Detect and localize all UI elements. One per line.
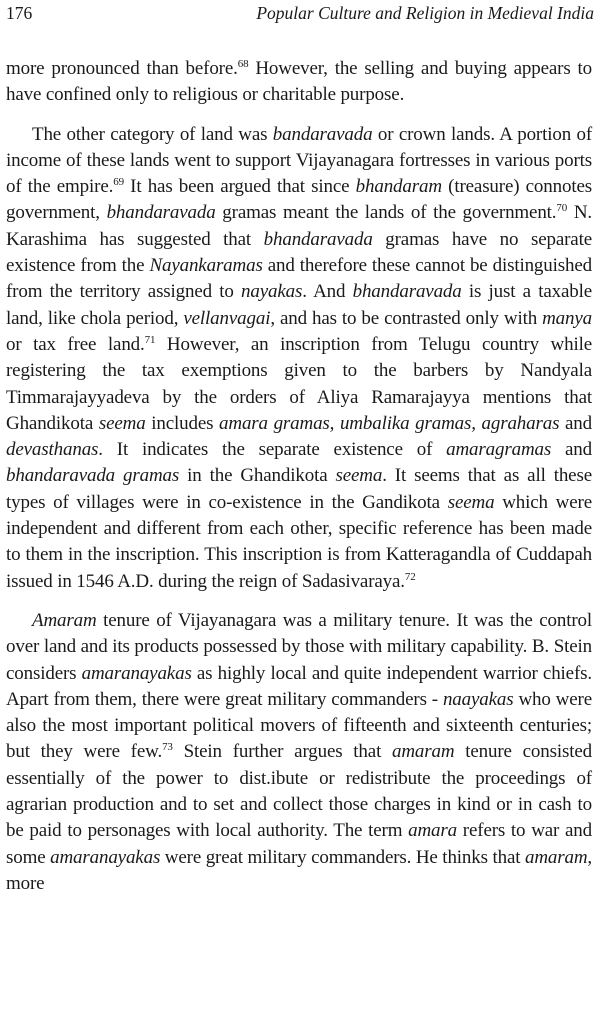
footnote-ref: 68: [237, 58, 249, 70]
text-run: , more: [6, 846, 593, 894]
text-run: in the Ghandikota: [179, 465, 336, 487]
page-number: 176: [6, 3, 33, 23]
text-run: It has been argued that since: [123, 176, 356, 198]
italic-term: seema: [98, 412, 146, 434]
text-run: gramas have no separate existence from the: [6, 228, 592, 277]
text-run: and: [551, 439, 592, 461]
italic-term: devasthanas: [6, 439, 99, 461]
running-title: Popular Culture and Religion in Medieval India: [256, 3, 594, 23]
italic-term: amara: [408, 820, 458, 842]
italic-term: seema: [335, 465, 383, 487]
page-header: [6, 0, 594, 30]
footnote-ref: 73: [162, 741, 173, 754]
italic-term: vellanvagai: [183, 307, 271, 329]
italic-term: amaram: [392, 741, 455, 763]
italic-term: amaranayakas: [81, 662, 192, 684]
text-run: . It seems that as all these types of villages were in co-existence in the Gandikota: [6, 465, 592, 513]
italic-term: amaram: [524, 846, 588, 868]
italic-term: amara gramas, umbalika gramas, agraharas: [219, 412, 560, 434]
italic-term: amaragramas: [446, 439, 552, 461]
body-text: [6, 56, 592, 897]
footnote-ref: 71: [144, 333, 156, 346]
text-run: as highly local and quite independent warrior chiefs. Apart from them, there were great military commanders -: [6, 662, 592, 710]
text-run: . And: [302, 281, 353, 303]
italic-term: Amaram: [32, 609, 97, 631]
text-run: Stein further argues that: [172, 741, 393, 763]
text-run: who were also the most important political movers of fifteenth and sixteenth centuries; but they were few.: [6, 688, 593, 763]
text-run: However, an inscription from Telugu country while registering the tax exemptions given to the barbers by Nandyala Timmarajayyadeva by the orders of Aliya Ramarajayya mentions that Ghandikota: [6, 333, 592, 434]
text-run: were great military commanders. He thinks that: [160, 846, 525, 868]
italic-term: naayakas: [442, 688, 514, 710]
text-run: gramas meant the lands of the government.: [215, 202, 557, 224]
text-run: or tax free land.: [6, 333, 145, 355]
text-run: The other category of land was: [32, 123, 273, 145]
text-run: However, the selling and buying appears to have confined only to religious or charitable purpose.: [6, 58, 593, 106]
text-run: (treasure) connotes government,: [6, 176, 592, 224]
text-run: includes: [145, 412, 220, 434]
paragraph-continued: [6, 56, 592, 109]
italic-term: bhandaravada: [263, 228, 373, 250]
text-run: tenure consisted essentially of the power to dist.ibute or redistribute the proceedings of agrarian production and to set and collect those charges in kind or in cash to be paid to personages with local authority. The term: [6, 741, 593, 842]
paragraph-bandaravada: [6, 122, 592, 595]
text-run: more pronounced than before.: [6, 58, 238, 79]
italic-term: amaranayakas: [50, 846, 161, 868]
text-run: or crown lands. A portion of income of these lands went to support Vijayanagara fortresses in various ports of the empire.: [6, 123, 593, 198]
text-run: refers to war and some: [6, 820, 592, 868]
italic-term: manya: [542, 307, 593, 329]
italic-term: bhandaravada: [352, 281, 462, 303]
footnote-ref: 69: [113, 176, 124, 189]
italic-term: seema: [447, 491, 495, 513]
footnote-ref: 72: [404, 570, 416, 583]
text-run: which were independent and different from each other, specific reference has been made to them in the inscription. This inscription is from Katteragandla of Cuddapah issued in 1546 A.D. during the reign of Sadasivaraya.: [6, 491, 592, 592]
text-run: and therefore these cannot be distinguished from the territory assigned to: [6, 255, 592, 303]
footnote-ref: 70: [556, 202, 568, 215]
text-run: , and has to be contrasted only with: [270, 307, 543, 329]
text-run: is just a taxable land, like chola period,: [6, 281, 593, 329]
text-run: tenure of Vijayanagara was a military tenure. It was the control over land and its products possessed by those with military capability. B. Stein considers: [6, 609, 592, 684]
text-run: N. Karashima has suggested that: [6, 202, 592, 250]
italic-term: bhandaram: [355, 176, 442, 198]
italic-term: bhandaravada gramas: [6, 465, 180, 487]
paragraph-amaram: [6, 608, 592, 897]
italic-term: bandaravada: [272, 123, 373, 145]
text-run: . It indicates the separate existence of: [98, 439, 447, 461]
italic-term: nayakas: [241, 281, 303, 303]
italic-term: bhandaravada: [106, 202, 216, 224]
italic-term: Nayankaramas: [149, 255, 263, 277]
text-run: and: [559, 412, 592, 434]
